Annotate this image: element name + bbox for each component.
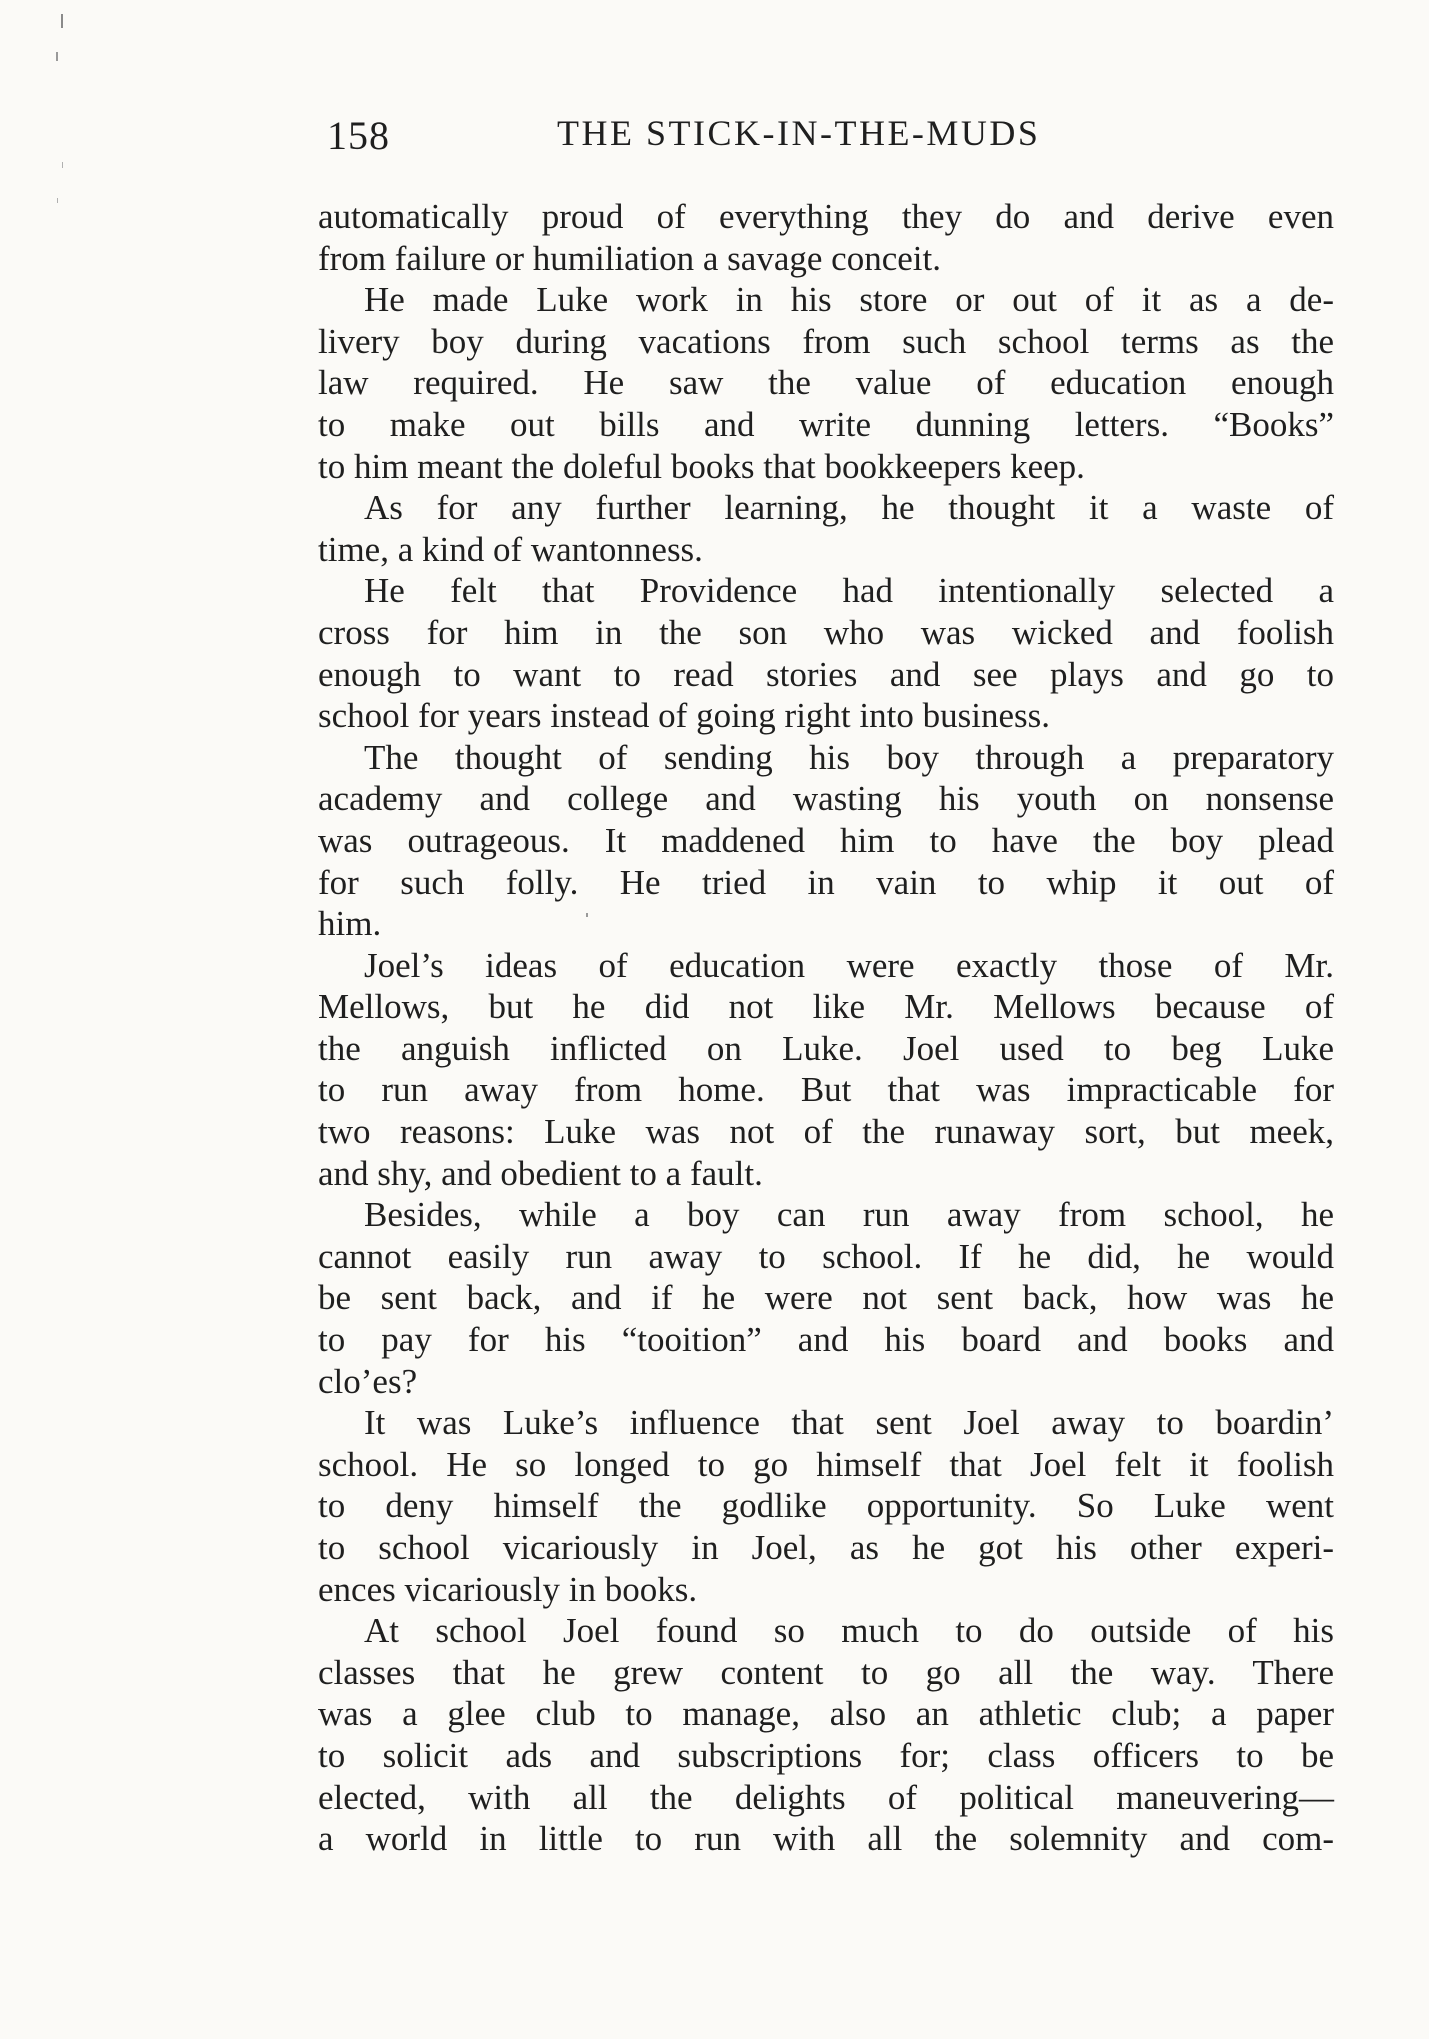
scan-speck xyxy=(62,162,63,168)
text-line: be sent back, and if he were not sent back, how was he xyxy=(318,1278,1334,1318)
text-line: livery boy during vacations from such school terms as the xyxy=(318,321,1334,361)
text-line: He felt that Providence had intentionally selected a xyxy=(364,571,1334,611)
text-line: Joel’s ideas of education were exactly those of Mr. xyxy=(364,945,1334,985)
text-line: two reasons: Luke was not of the runaway sort, but meek, xyxy=(318,1112,1334,1152)
text-line: time, a kind of wantonness. xyxy=(318,529,703,569)
text-line: the anguish inflicted on Luke. Joel used to beg Luke xyxy=(318,1028,1334,1068)
text-line: elected, with all the delights of political maneuvering— xyxy=(318,1777,1334,1817)
text-line: to make out bills and write dunning letters. “Books” xyxy=(318,404,1334,444)
text-line: classes that he grew content to go all the way. There xyxy=(318,1652,1334,1692)
text-line: As for any further learning, he thought it a waste of xyxy=(364,488,1334,528)
text-line: to solicit ads and subscriptions for; class officers to be xyxy=(318,1735,1334,1775)
text-line: school for years instead of going right into business. xyxy=(318,696,1050,736)
scan-speck xyxy=(57,198,58,203)
text-line: to deny himself the godlike opportunity. So Luke went xyxy=(318,1486,1334,1526)
text-line: was a glee club to manage, also an athletic club; a paper xyxy=(318,1694,1334,1734)
scan-speck xyxy=(61,14,63,28)
text-line: school. He so longed to go himself that Joel felt it foolish xyxy=(318,1444,1334,1484)
text-line: cannot easily run away to school. If he did, he would xyxy=(318,1236,1334,1276)
text-line: for such folly. He tried in vain to whip it out of xyxy=(318,862,1334,902)
text-line: and shy, and obedient to a fault. xyxy=(318,1153,763,1193)
text-line: enough to want to read stories and see plays and go to xyxy=(318,654,1334,694)
text-line: At school Joel found so much to do outside of his xyxy=(364,1611,1334,1651)
text-line: automatically proud of everything they do and derive even xyxy=(318,197,1334,236)
text-line: to pay for his “tooition” and his board and books and xyxy=(318,1320,1334,1360)
page-number: 158 xyxy=(327,113,390,158)
text-line: was outrageous. It maddened him to have the boy plead xyxy=(318,820,1334,860)
text-line: The thought of sending his boy through a preparatory xyxy=(364,737,1334,777)
text-line: law required. He saw the value of education enough xyxy=(318,363,1334,403)
running-head xyxy=(327,112,1117,172)
text-line: to school vicariously in Joel, as he got his other experi- xyxy=(318,1528,1334,1567)
text-line: Besides, while a boy can run away from school, he xyxy=(364,1195,1334,1235)
text-line: cross for him in the son who was wicked and foolish xyxy=(318,612,1334,652)
text-line: academy and college and wasting his youth on nonsense xyxy=(318,779,1334,819)
book-title: THE STICK-IN-THE-MUDS xyxy=(557,113,1041,153)
text-line: to run away from home. But that was impracticable for xyxy=(318,1070,1334,1110)
text-line: a world in little to run with all the solemnity and com- xyxy=(318,1819,1334,1859)
text-line: to him meant the doleful books that bookkeepers keep. xyxy=(318,446,1085,486)
text-line: Mellows, but he did not like Mr. Mellows because of xyxy=(318,987,1334,1027)
text-line: He made Luke work in his store or out of it as a de- xyxy=(364,280,1334,320)
scan-speck xyxy=(56,52,58,61)
text-line: him. xyxy=(318,904,382,944)
text-line: It was Luke’s influence that sent Joel away to boardin’ xyxy=(364,1403,1334,1443)
text-line: from failure or humiliation a savage conceit. xyxy=(318,238,941,278)
text-line: clo’es? xyxy=(318,1361,418,1401)
text-line: ences vicariously in books. xyxy=(318,1569,698,1609)
body-text xyxy=(318,196,1334,1860)
